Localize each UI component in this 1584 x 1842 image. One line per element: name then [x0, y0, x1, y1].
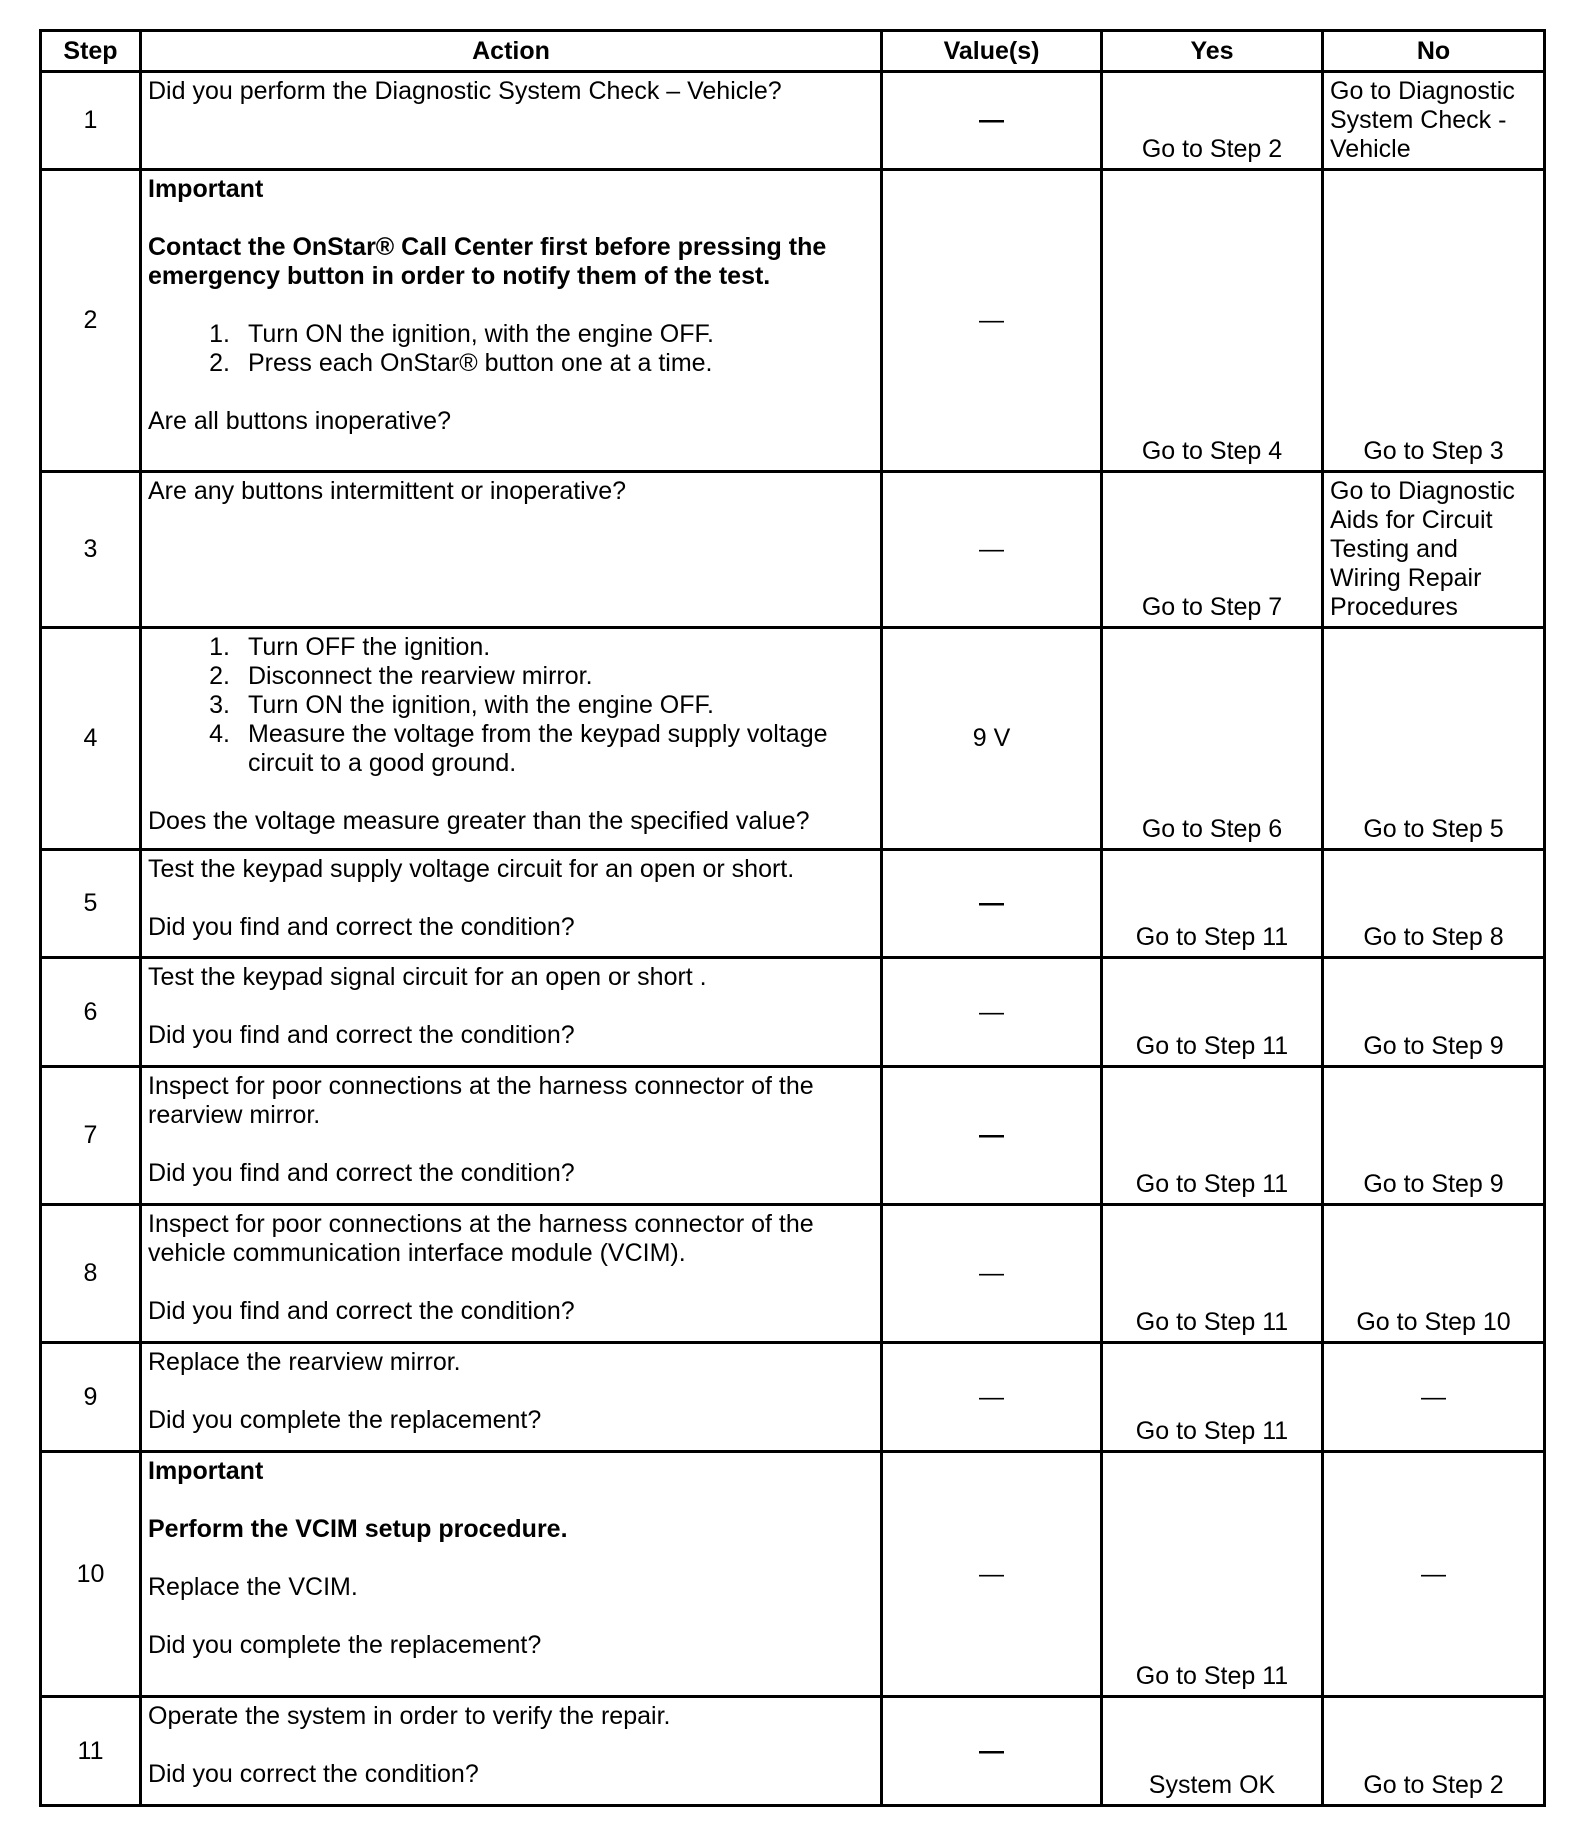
- value-cell: —: [882, 1343, 1102, 1452]
- diagnostic-table: [39, 29, 1546, 1807]
- no-line: Procedures: [1330, 593, 1458, 621]
- step-number: 9: [41, 1343, 141, 1452]
- no-cell: [1323, 472, 1545, 628]
- question-text: Did you complete the replacement?: [148, 1631, 542, 1659]
- value-cell: —: [882, 1697, 1102, 1806]
- header-yes: Yes: [1102, 31, 1323, 72]
- yes-cell: Go to Step 11: [1102, 1067, 1323, 1205]
- value-cell: —: [882, 472, 1102, 628]
- table-row: [41, 1205, 1545, 1343]
- question-text: Are all buttons inoperative?: [148, 407, 451, 435]
- value-cell: —: [882, 958, 1102, 1067]
- no-cell: Go to Step 9: [1323, 958, 1545, 1067]
- yes-cell: Go to Step 11: [1102, 850, 1323, 958]
- instruction-text: Test the keypad supply voltage circuit for an open or short.: [148, 855, 795, 883]
- yes-cell: Go to Step 11: [1102, 1343, 1323, 1452]
- important-label: Important: [148, 1457, 264, 1485]
- table-row: [41, 472, 1545, 628]
- instruction-text: Replace the VCIM.: [148, 1573, 358, 1601]
- step-number: 7: [41, 1067, 141, 1205]
- no-line: Testing and: [1330, 535, 1458, 563]
- table-row: [41, 958, 1545, 1067]
- step-number: 4: [41, 628, 141, 850]
- list-item: 2. Press each OnStar® button one at a time.: [209, 349, 713, 377]
- list-item: 1. Turn ON the ignition, with the engine OFF.: [209, 320, 714, 348]
- no-cell: Go to Step 2: [1323, 1697, 1545, 1806]
- no-line: Go to Diagnostic: [1330, 77, 1515, 105]
- instruction-text: Replace the rearview mirror.: [148, 1348, 461, 1376]
- table-row: [41, 628, 1545, 850]
- action-cell: [141, 850, 882, 958]
- instruction-text: Inspect for poor connections at the harness connector of the vehicle communication interface module (VCIM).: [148, 1210, 814, 1267]
- header-no: No: [1323, 31, 1545, 72]
- list-item: 4. Measure the voltage from the keypad supply voltage circuit to a good ground.: [209, 720, 828, 777]
- action-cell: [141, 1343, 882, 1452]
- table-row: [41, 1067, 1545, 1205]
- step-number: 5: [41, 850, 141, 958]
- yes-cell: Go to Step 11: [1102, 1452, 1323, 1697]
- value-cell: —: [882, 850, 1102, 958]
- yes-cell: Go to Step 4: [1102, 170, 1323, 472]
- instruction-text: Operate the system in order to verify the repair.: [148, 1702, 671, 1730]
- step-number: 10: [41, 1452, 141, 1697]
- important-note: Contact the OnStar® Call Center first before pressing the emergency button in order to notify them of the test.: [148, 233, 827, 290]
- action-cell: [141, 72, 882, 170]
- action-cell: [141, 1452, 882, 1697]
- table-row: [41, 1697, 1545, 1806]
- instruction-text: Inspect for poor connections at the harness connector of the rearview mirror.: [148, 1072, 814, 1129]
- action-cell: [141, 1205, 882, 1343]
- value-cell: —: [882, 72, 1102, 170]
- table-row: [41, 170, 1545, 472]
- no-cell: Go to Step 5: [1323, 628, 1545, 850]
- step-number: 2: [41, 170, 141, 472]
- header-values: Value(s): [882, 31, 1102, 72]
- procedure-list: [148, 320, 874, 378]
- value-cell: —: [882, 1067, 1102, 1205]
- value-cell: —: [882, 170, 1102, 472]
- no-line: Vehicle: [1330, 135, 1411, 163]
- question-text: Did you find and correct the condition?: [148, 1021, 575, 1049]
- no-cell: Go to Step 9: [1323, 1067, 1545, 1205]
- no-line: Go to Diagnostic: [1330, 477, 1515, 505]
- no-line: Aids for Circuit: [1330, 506, 1493, 534]
- header-row: [41, 31, 1545, 72]
- question-text: Did you find and correct the condition?: [148, 913, 575, 941]
- question-text: Did you correct the condition?: [148, 1760, 479, 1788]
- list-item: 3. Turn ON the ignition, with the engine OFF.: [209, 691, 714, 719]
- action-cell: [141, 472, 882, 628]
- table-row: [41, 850, 1545, 958]
- value-cell: —: [882, 1452, 1102, 1697]
- action-cell: [141, 1067, 882, 1205]
- header-step: Step: [41, 31, 141, 72]
- step-number: 11: [41, 1697, 141, 1806]
- no-cell: —: [1323, 1343, 1545, 1452]
- question-text: Did you find and correct the condition?: [148, 1297, 575, 1325]
- question-text: Does the voltage measure greater than the specified value?: [148, 807, 810, 835]
- action-cell: [141, 1697, 882, 1806]
- yes-cell: Go to Step 11: [1102, 1205, 1323, 1343]
- table-row: [41, 1343, 1545, 1452]
- no-line: Wiring Repair: [1330, 564, 1482, 592]
- step-number: 3: [41, 472, 141, 628]
- no-cell: Go to Step 8: [1323, 850, 1545, 958]
- step-number: 1: [41, 72, 141, 170]
- header-action: Action: [141, 31, 882, 72]
- question-text: Are any buttons intermittent or inoperative?: [148, 477, 627, 505]
- question-text: Did you find and correct the condition?: [148, 1159, 575, 1187]
- question-text: Did you complete the replacement?: [148, 1406, 542, 1434]
- question-text: Did you perform the Diagnostic System Check – Vehicle?: [148, 77, 782, 105]
- value-cell: —: [882, 1205, 1102, 1343]
- step-number: 6: [41, 958, 141, 1067]
- yes-cell: Go to Step 7: [1102, 472, 1323, 628]
- procedure-list: [148, 633, 874, 778]
- instruction-text: Test the keypad signal circuit for an open or short .: [148, 963, 707, 991]
- list-item: 2. Disconnect the rearview mirror.: [209, 662, 593, 690]
- no-cell: —: [1323, 1452, 1545, 1697]
- table-row: [41, 1452, 1545, 1697]
- yes-cell: Go to Step 2: [1102, 72, 1323, 170]
- no-cell: Go to Step 10: [1323, 1205, 1545, 1343]
- yes-cell: Go to Step 11: [1102, 958, 1323, 1067]
- yes-cell: System OK: [1102, 1697, 1323, 1806]
- no-cell: [1323, 72, 1545, 170]
- no-line: System Check -: [1330, 106, 1507, 134]
- action-cell: [141, 628, 882, 850]
- action-cell: [141, 170, 882, 472]
- no-cell: Go to Step 3: [1323, 170, 1545, 472]
- table-row: [41, 72, 1545, 170]
- important-label: Important: [148, 175, 264, 203]
- yes-cell: Go to Step 6: [1102, 628, 1323, 850]
- list-item: 1. Turn OFF the ignition.: [209, 633, 491, 661]
- action-cell: [141, 958, 882, 1067]
- step-number: 8: [41, 1205, 141, 1343]
- important-note: Perform the VCIM setup procedure.: [148, 1515, 568, 1543]
- value-cell: 9 V: [882, 628, 1102, 850]
